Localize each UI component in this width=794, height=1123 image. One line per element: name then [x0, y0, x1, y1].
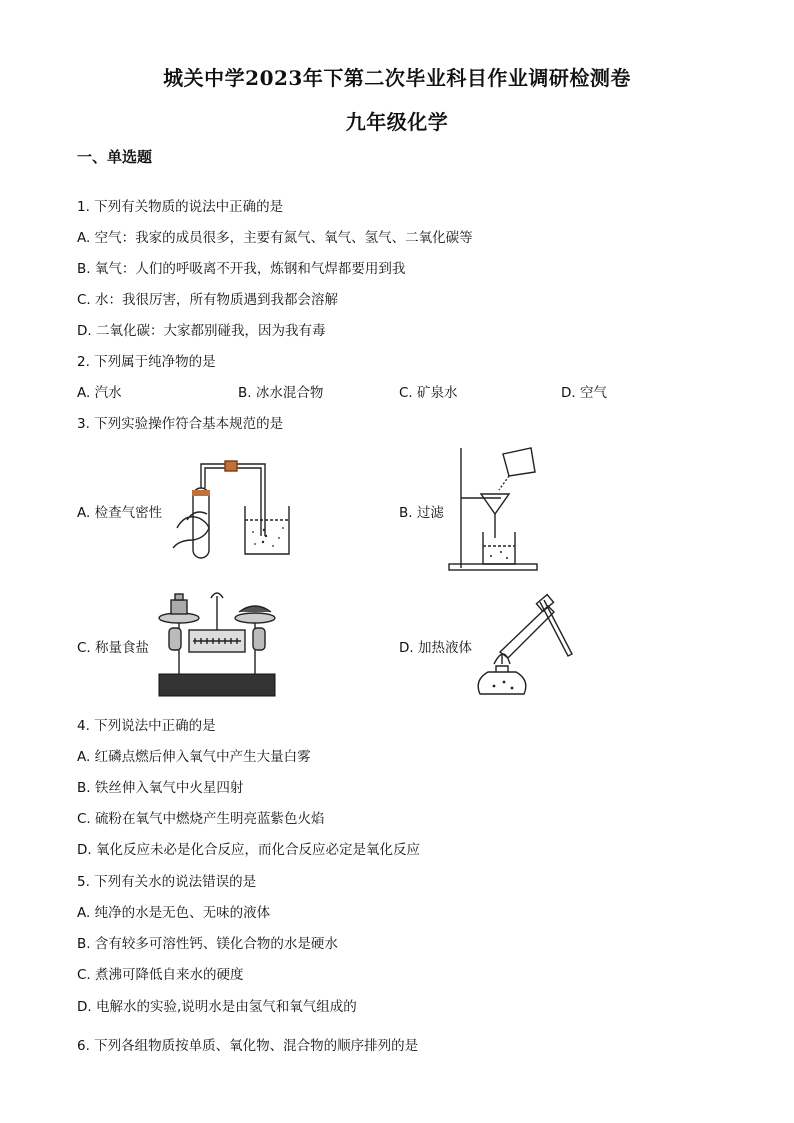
question-2-option-b: B. 冰水混合物	[238, 385, 324, 401]
exam-title: 城关中学2023年下第二次毕业科目作业调研检测卷	[163, 66, 631, 90]
question-5-option-c: C. 煮沸可降低自来水的硬度	[77, 967, 244, 983]
question-5-option-b: B. 含有较多可溶性钙、镁化合物的水是硬水	[77, 936, 338, 952]
question-6-stem: 6. 下列各组物质按单质、氧化物、混合物的顺序排列的是	[77, 1038, 419, 1054]
question-3-stem: 3. 下列实验操作符合基本规范的是	[77, 416, 284, 432]
question-3-option-d: D. 加热液体	[399, 640, 472, 656]
question-5-option-a: A. 纯净的水是无色、无味的液体	[77, 905, 271, 921]
question-1-option-d: D. 二氧化碳：大家都别碰我，因为我有毒	[77, 323, 326, 339]
question-1-option-a: A. 空气：我家的成员很多，主要有氮气、氧气、氢气、二氧化碳等	[77, 230, 473, 246]
question-1-option-b: B. 氧气：人们的呼吸离不开我，炼钢和气焊都要用到我	[77, 261, 406, 277]
filtration-figure	[447, 446, 542, 574]
exam-subtitle: 九年级化学	[345, 110, 449, 134]
question-2-option-c: C. 矿泉水	[399, 385, 458, 401]
question-2-option-d: D. 空气	[561, 385, 607, 401]
question-1-stem: 1. 下列有关物质的说法中正确的是	[77, 199, 284, 215]
section-heading: 一、单选题	[77, 148, 153, 166]
question-4-option-c: C. 硫粉在氧气中燃烧产生明亮蓝紫色火焰	[77, 811, 325, 827]
question-3-option-a: A. 检查气密性	[77, 505, 163, 521]
airtightness-check-figure	[165, 458, 300, 558]
question-4-stem: 4. 下列说法中正确的是	[77, 718, 216, 734]
question-4-option-a: A. 红磷点燃后伸入氧气中产生大量白雾	[77, 749, 311, 765]
question-3-option-c: C. 称量食盐	[77, 640, 150, 656]
question-1-option-c: C. 水：我很厉害，所有物质遇到我都会溶解	[77, 292, 339, 308]
question-5-option-d: D. 电解水的实验,说明水是由氢气和氧气组成的	[77, 999, 357, 1015]
question-4-option-b: B. 铁丝伸入氧气中火星四射	[77, 780, 244, 796]
question-5-stem: 5. 下列有关水的说法错误的是	[77, 874, 257, 890]
heating-liquid-figure	[470, 594, 580, 699]
balance-weighing-figure	[155, 588, 280, 700]
question-4-option-d: D. 氧化反应未必是化合反应，而化合反应必定是氧化反应	[77, 842, 420, 858]
question-2-stem: 2. 下列属于纯净物的是	[77, 354, 216, 370]
question-3-option-b: B. 过滤	[399, 505, 444, 521]
question-2-option-a: A. 汽水	[77, 385, 122, 401]
